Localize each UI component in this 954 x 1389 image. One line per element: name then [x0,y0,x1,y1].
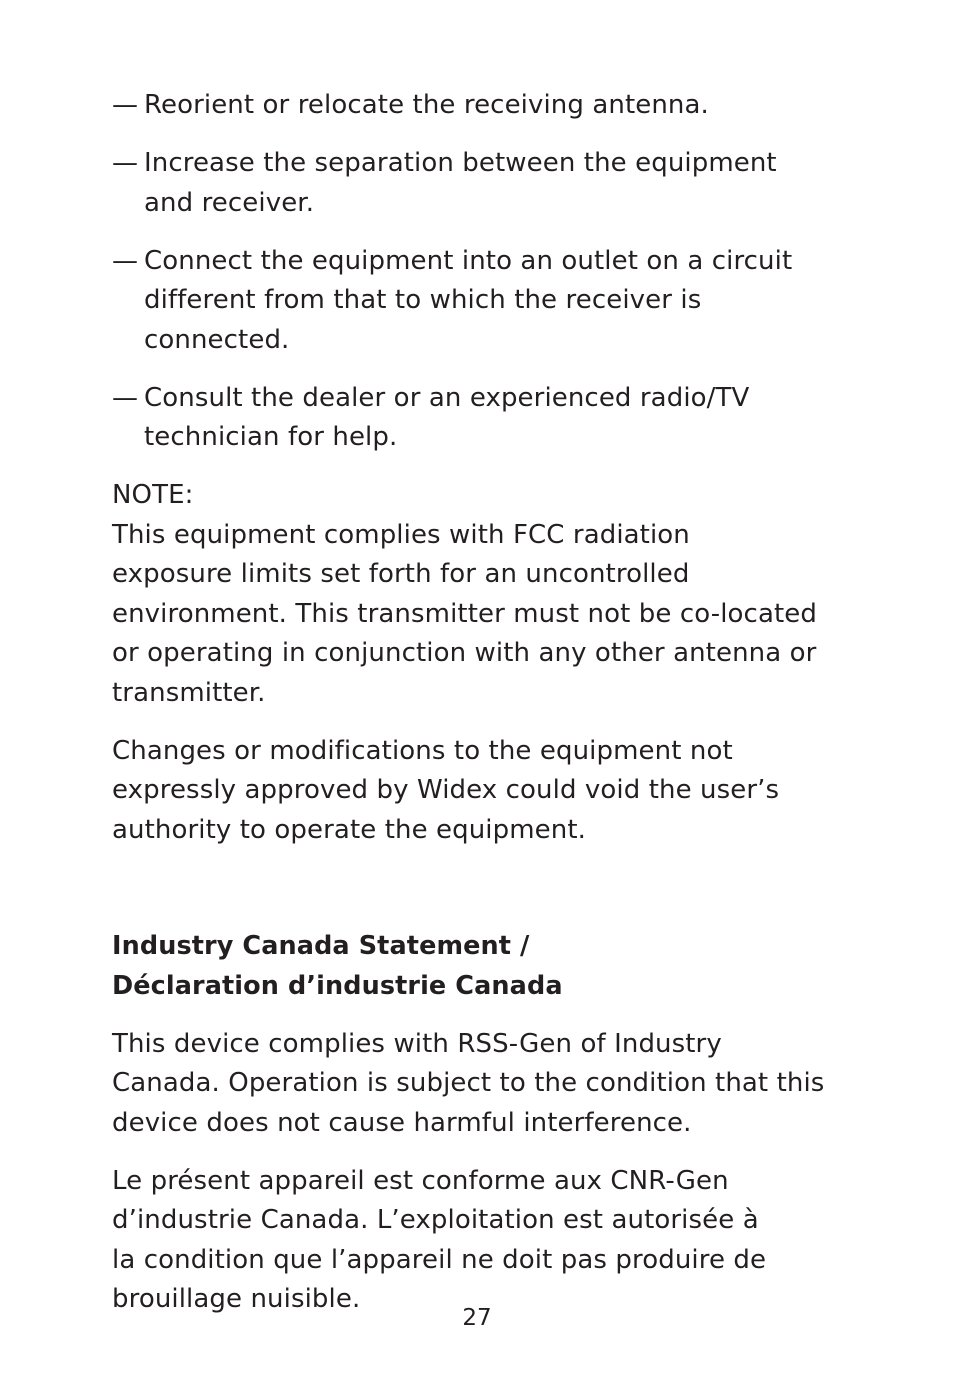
bullet-text: Increase the separation between the equipment and receiver. [144,148,777,218]
bullet-dash: — [112,382,139,413]
note-label: NOTE: [112,480,194,510]
bullet-item-outlet [112,242,872,361]
industry-canada-english-paragraph: This device complies with RSS-Gen of Industry Canada. Operation is subject to the condition that this device does not cause harmful interference. [112,1028,825,1138]
bullet-dash: — [112,245,139,276]
bullet-dash: — [112,90,139,120]
document-page [112,86,872,1338]
heading-line-english: Industry Canada Statement / [112,931,530,961]
bullet-item-separation [112,144,872,223]
bullet-text: Connect the equipment into an outlet on a circuit different from that to which the receiver is connected. [144,245,793,355]
bullet-text: Reorient or relocate the receiving antenna. [144,90,709,120]
note-block [112,476,817,713]
bullet-item-consult [112,379,872,458]
bullet-item-reorient [112,86,872,126]
industry-canada-heading [112,927,872,1006]
heading-line-french: Déclaration d’industrie Canada [112,970,563,1001]
changes-paragraph: Changes or modifications to the equipment not expressly approved by Widex could void the user’s authority to operate the equipment. [112,735,780,845]
bullet-dash: — [112,148,139,178]
note-text: This equipment complies with FCC radiation exposure limits set forth for an uncontrolled environment. This transmitter must not be co-located or operating in conjunction with any other antenna or transmitter. [112,519,817,708]
bullet-text: Consult the dealer or an experienced radio/TV technician for help. [144,382,750,452]
page-number: 27 [462,1305,492,1331]
industry-canada-french-paragraph: Le présent appareil est conforme aux CNR-Gen d’industrie Canada. L’exploitation est autorisée à la condition que l’appareil ne doit pas produire de brouillage nuisible. [112,1165,767,1314]
